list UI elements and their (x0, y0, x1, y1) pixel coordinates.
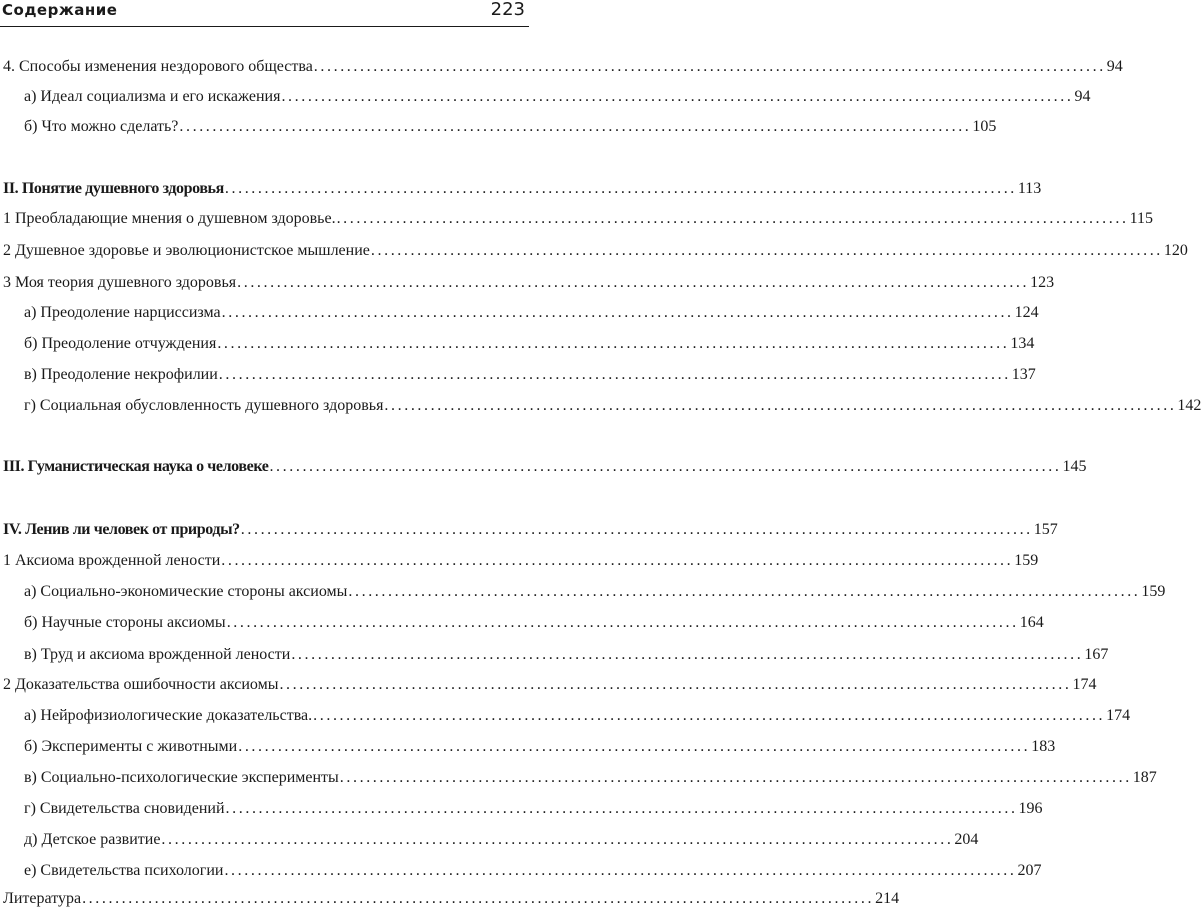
toc-entry-page: 187 (1132, 769, 1157, 786)
toc-entry-page: 204 (954, 831, 979, 848)
toc-leader-dots: ........................................................................................................................ (313, 707, 1106, 724)
toc-entry-title: е) Свидетельства психологии (24, 862, 224, 879)
toc-entry (24, 304, 1039, 328)
toc-entry-page: 105 (972, 118, 997, 135)
toc-entry (24, 614, 1044, 638)
toc-entry (3, 58, 1123, 82)
toc-entry-page: 94 (1106, 58, 1123, 75)
toc-entry (24, 738, 1056, 762)
toc-entry (24, 862, 1042, 886)
toc-leader-dots: ........................................................................................................................ (384, 397, 1177, 414)
toc-entry-title: 2 Душевное здоровье и эволюционистское мышление (3, 242, 370, 259)
toc-entry-page: 142 (1177, 397, 1201, 414)
toc-entry-page: 94 (1074, 88, 1091, 105)
toc-entry-page: 174 (1072, 676, 1097, 693)
toc-entry-page: 115 (1129, 210, 1153, 227)
toc-entry-title: III. Гуманистическая наука о человеке (3, 458, 269, 475)
toc-entry-page: 124 (1014, 304, 1039, 321)
toc-entry-title: а) Преодоление нарциссизма (24, 304, 221, 321)
toc-entry-page: 174 (1106, 707, 1131, 724)
toc-entry-title: 2 Доказательства ошибочности аксиомы (3, 676, 279, 693)
toc-leader-dots: ........................................................................................................................ (269, 458, 1062, 475)
toc-leader-dots: ........................................................................................................................ (226, 614, 1019, 631)
toc-entry-title: Литература (3, 890, 82, 907)
toc-entry-title: б) Что можно сделать? (24, 118, 179, 135)
toc-leader-dots: ........................................................................................................................ (237, 274, 1030, 291)
toc-entry-page: 159 (1014, 552, 1039, 569)
toc-entry-title: б) Эксперименты с животными (24, 738, 238, 755)
toc-leader-dots: ........................................................................................................................ (348, 583, 1141, 600)
toc-entry (3, 676, 1097, 700)
toc-entry-page: 157 (1033, 521, 1058, 538)
toc-entry-title: г) Социальная обусловленность душевного здоровья (24, 397, 384, 414)
toc-entry-title: IV. Ленив ли человек от природы? (3, 521, 240, 538)
toc-entry-page: 159 (1141, 583, 1166, 600)
toc-leader-dots: ........................................................................................................................ (179, 118, 972, 135)
toc-entry (24, 366, 1036, 390)
toc-leader-dots: ........................................................................................................................ (339, 769, 1132, 786)
toc-entry-title: д) Детское развитие (24, 831, 161, 848)
toc-entry-title: II. Понятие душевного здоровья (3, 180, 224, 197)
toc-entry (24, 88, 1091, 112)
toc-leader-dots: ........................................................................................................................ (221, 304, 1014, 321)
toc-leader-dots: ........................................................................................................................ (217, 335, 1010, 352)
toc-entry-title: а) Социально-экономические стороны аксиомы (24, 583, 348, 600)
toc-entry (24, 335, 1035, 359)
toc-entry-title: 4. Способы изменения нездорового общества (3, 58, 313, 75)
toc-entry-page: 207 (1017, 862, 1042, 879)
toc-entry (3, 890, 900, 914)
toc-entry-title: б) Научные стороны аксиомы (24, 614, 226, 631)
toc-entry-title: г) Свидетельства сновидений (24, 800, 225, 817)
toc-entry-title: а) Нейрофизиологические доказательства. (24, 707, 313, 724)
toc-entry-page: 145 (1062, 458, 1087, 475)
toc-entry-title: в) Социально-психологические эксперименты (24, 769, 339, 786)
page-number: 223 (490, 0, 525, 20)
toc-section-heading (3, 458, 1087, 482)
toc-entry (24, 800, 1043, 824)
toc-entry-page: 134 (1010, 335, 1035, 352)
toc-entry-title: 3 Моя теория душевного здоровья (3, 274, 237, 291)
toc-entry-title: в) Труд и аксиома врожденной лености (24, 646, 291, 663)
toc-leader-dots: ........................................................................................................................ (218, 366, 1011, 383)
toc-leader-dots: ........................................................................................................................ (279, 676, 1072, 693)
toc-entry (24, 583, 1166, 607)
toc-entry (24, 707, 1131, 731)
toc-entry-page: 120 (1163, 242, 1188, 259)
toc-entry (3, 210, 1153, 234)
toc-entry (24, 118, 997, 142)
toc-leader-dots: ........................................................................................................................ (82, 890, 875, 907)
toc-entry (3, 552, 1039, 576)
toc-entry (24, 397, 1201, 421)
running-head (0, 0, 529, 27)
toc-leader-dots: ........................................................................................................................ (224, 180, 1017, 197)
toc-section-heading (3, 180, 1042, 204)
toc-leader-dots: ........................................................................................................................ (238, 738, 1031, 755)
toc-entry-page: 214 (875, 890, 900, 907)
toc-leader-dots: ........................................................................................................................ (225, 800, 1018, 817)
toc-leader-dots: ........................................................................................................................ (224, 862, 1017, 879)
toc-entry-page: 164 (1019, 614, 1044, 631)
toc-entry (24, 831, 979, 855)
toc-entry-page: 196 (1018, 800, 1043, 817)
toc-leader-dots: ........................................................................................................................ (336, 210, 1129, 227)
running-title: Содержание (2, 1, 118, 19)
toc-entry-page: 123 (1030, 274, 1055, 291)
toc-leader-dots: ........................................................................................................................ (240, 521, 1033, 538)
toc-leader-dots: ........................................................................................................................ (313, 58, 1106, 75)
toc-leader-dots: ........................................................................................................................ (281, 88, 1074, 105)
toc-entry (24, 646, 1109, 670)
toc-leader-dots: ........................................................................................................................ (161, 831, 954, 848)
toc-entry-title: 1 Преобладающие мнения о душевном здоровье. (3, 210, 336, 227)
toc-entry-page: 183 (1031, 738, 1056, 755)
toc-entry (24, 769, 1157, 793)
toc-entry-title: 1 Аксиома врожденной лености (3, 552, 221, 569)
toc-entry-title: в) Преодоление некрофилии (24, 366, 218, 383)
toc-entry-title: а) Идеал социализма и его искажения (24, 88, 281, 105)
toc-entry-page: 113 (1017, 180, 1042, 197)
toc-entry-page: 137 (1011, 366, 1036, 383)
toc-leader-dots: ........................................................................................................................ (221, 552, 1014, 569)
toc-leader-dots: ........................................................................................................................ (370, 242, 1163, 259)
toc-leader-dots: ........................................................................................................................ (291, 646, 1084, 663)
toc-entry-title: б) Преодоление отчуждения (24, 335, 217, 352)
toc-entry-page: 167 (1084, 646, 1109, 663)
toc-section-heading (3, 521, 1058, 545)
toc-entry (3, 242, 1188, 266)
toc-entry (3, 274, 1055, 298)
